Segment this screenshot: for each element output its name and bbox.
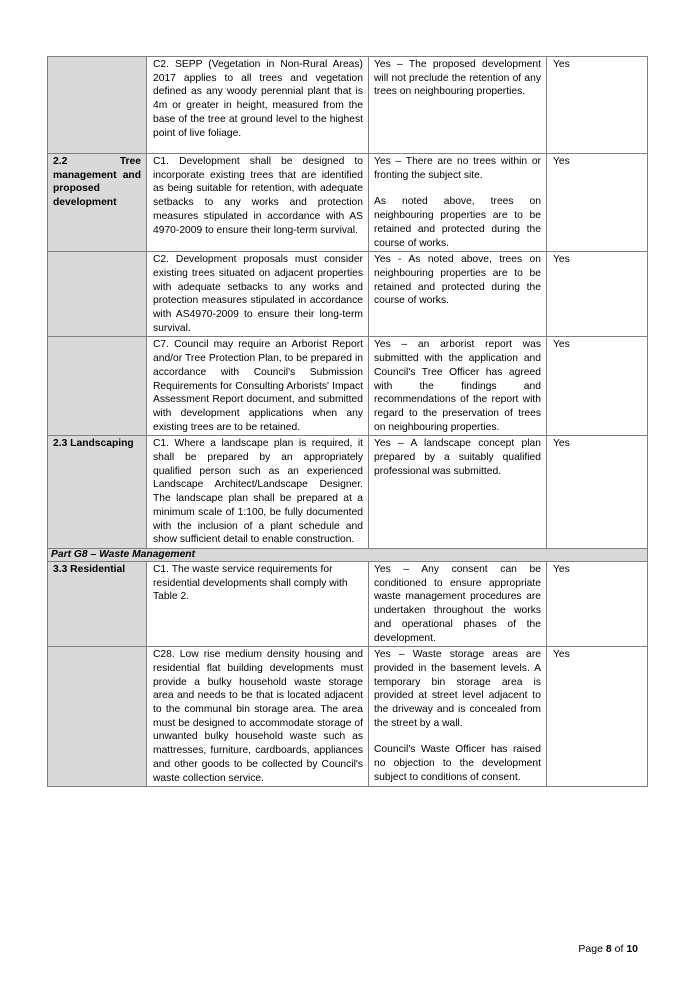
total-pages: 10 (626, 943, 638, 955)
control-cell: C1. Where a landscape plan is required, it shall be prepared by an appropriately qualified person such as an experienced Landscape Architect/Landscape Designer. The landscape plan shall be prepared at a minimum scale of 1:100, be fully documented with the inclusion of a plant schedule and show sufficient detail to enable construction. (147, 436, 369, 549)
of-label: of (614, 943, 624, 955)
section-cell (48, 337, 147, 436)
section-cell (48, 252, 147, 337)
control-cell: C7. Council may require an Arborist Report and/or Tree Protection Plan, to be prepared in accordance with Council's Submission Requirements for Consulting Arborists' Impact Assessment Report document, and submitted with development applications when any existing trees are to be retained. (147, 337, 369, 436)
table-row (48, 561, 648, 646)
compliance-table (47, 56, 648, 787)
comment-text: Yes - As noted above, trees on neighbouring properties are to be retained and protected during the course of works. (374, 254, 541, 307)
control-cell: C1. The waste service requirements for residential developments shall comply with Table 2. (147, 561, 369, 646)
section-cell: 2.2 Tree management and proposed development (48, 154, 147, 252)
complies-cell: Yes (547, 337, 648, 436)
complies-cell: Yes (547, 561, 648, 646)
section-cell: 2.3 Landscaping (48, 436, 147, 549)
comment-text: Yes – A landscape concept plan prepared by a suitably qualified professional was submitted. (374, 438, 541, 477)
current-page: 8 (605, 943, 612, 955)
table-row (48, 337, 648, 436)
table-row (48, 154, 648, 252)
section-cell (48, 647, 147, 787)
comment-text: Yes – Waste storage areas are provided in the basement levels. A temporary bin storage area is provided at street level adjacent to the driveway and is concealed from the street by a wall. (374, 649, 541, 729)
part-heading: Part G8 – Waste Management (48, 548, 648, 561)
comment-text: Yes – The proposed development will not preclude the retention of any trees on neighbouring properties. (374, 59, 541, 98)
section-cell: 3.3 Residential (48, 561, 147, 646)
control-cell: C2. Development proposals must consider existing trees situated on adjacent properties with adequate setbacks to any works and protection measures stipulated in accordance with AS4970-2009 to ensure their long-term survival. (147, 252, 369, 337)
comment-cell (369, 57, 547, 154)
table-row (48, 252, 648, 337)
page-number (578, 943, 638, 955)
control-cell: C2. SEPP (Vegetation in Non-Rural Areas) 2017 applies to all trees and vegetation defined as any woody perennial plant that is 4m or greater in height, measured from the base of the tree at ground level to the highest point of live foliage. (147, 57, 369, 154)
table-row (48, 57, 648, 154)
comment-cell (369, 561, 547, 646)
comment-cell (369, 436, 547, 549)
comment-text: Yes – There are no trees within or fronting the subject site. (374, 156, 541, 181)
complies-cell: Yes (547, 57, 648, 154)
table-row (48, 647, 648, 787)
control-cell: C28. Low rise medium density housing and residential flat building developments must provide a bulky household waste storage area and needs to be that is located adjacent to the communal bin storage area. The area must be designed to accommodate storage of unwanted bulky household waste such as mattresses, furniture, cardboards, appliances and other goods to be collected by Council's waste collection service. (147, 647, 369, 787)
comment-cell (369, 647, 547, 787)
complies-cell: Yes (547, 252, 648, 337)
comment-text: Yes – an arborist report was submitted with the application and Council's Tree Officer has agreed with the findings and recommendations of the report with regard to the preservation of trees on neighbouring properties. (374, 339, 541, 433)
table-row (48, 436, 648, 549)
comment-text: Yes – Any consent can be conditioned to ensure appropriate waste management procedures are undertaken throughout the works and operational phases of the development. (374, 563, 541, 644)
part-heading-row (48, 548, 648, 561)
complies-cell: Yes (547, 647, 648, 787)
section-cell (48, 57, 147, 154)
complies-cell: Yes (547, 436, 648, 549)
complies-cell: Yes (547, 154, 648, 252)
control-cell: C1. Development shall be designed to incorporate existing trees that are identified as being suitable for retention, with adequate setbacks to any works and protection measures stipulated in accordance with AS 4970-2009 to ensure their long-term survival. (147, 154, 369, 252)
page-label: Page (578, 943, 603, 955)
comment-text: Council's Waste Officer has raised no objection to the development subject to conditions of consent. (374, 744, 541, 783)
comment-cell (369, 337, 547, 436)
comment-text: As noted above, trees on neighbouring properties are to be retained and protected during the course of works. (374, 196, 541, 249)
comment-cell (369, 252, 547, 337)
comment-cell (369, 154, 547, 252)
